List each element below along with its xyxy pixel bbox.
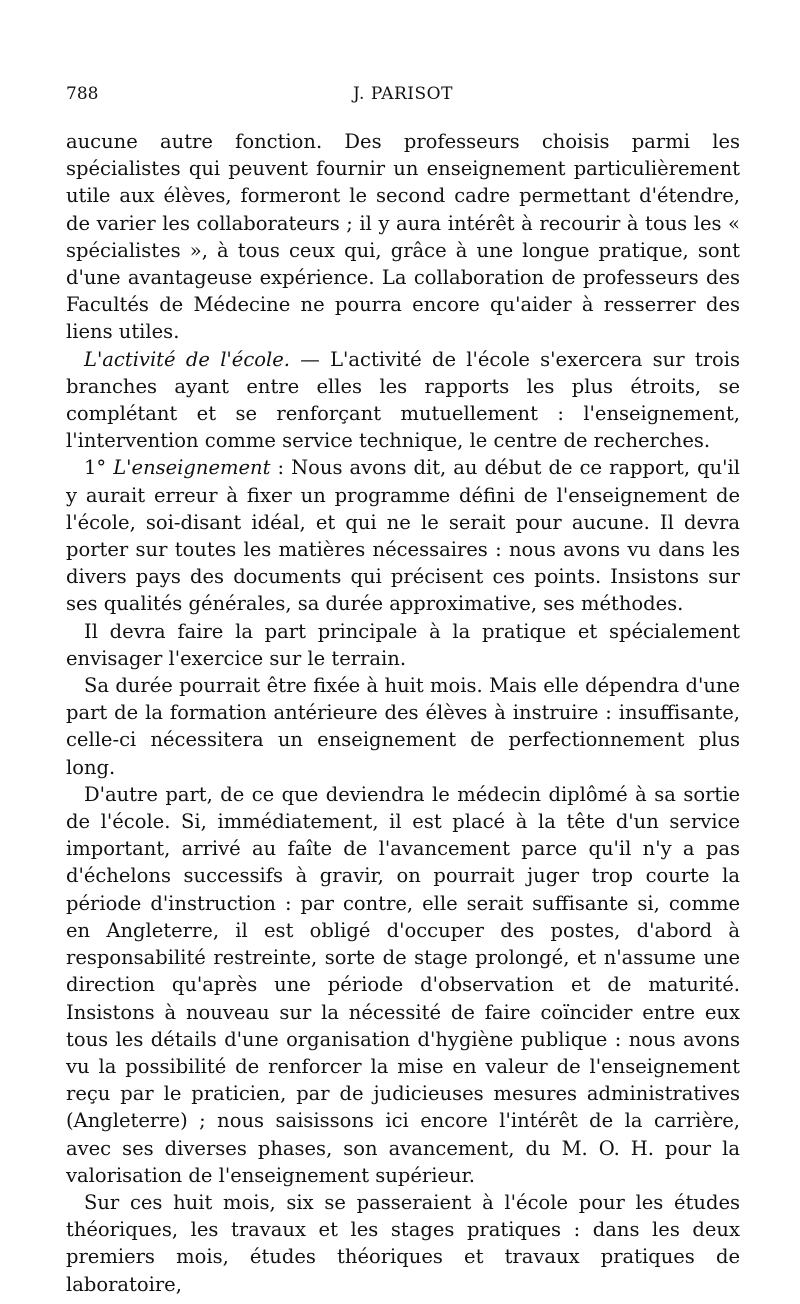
section-heading: L'activité de l'école. <box>84 347 290 371</box>
list-number: 1° <box>84 456 114 480</box>
paragraph-text: : Nous avons dit, au début de ce rapport, qu'il y aurait erreur à fixer un programme défini de l'enseignement de l'école, soi-disant idéal, et qui ne le serait pour aucune. Il devra porter sur toutes les matières nécessaires : nous avons vu dans les divers pays des documents qui précisent ces points. Insistons sur ses qualités générales, sa durée approximative, ses méthodes. <box>66 456 741 616</box>
paragraph <box>66 672 740 781</box>
running-head: J. PARISOT <box>353 84 453 104</box>
paragraph-text: Sur ces huit mois, six se passeraient à l'école pour les études théoriques, les travaux et les stages pratiques : dans les deux premiers mois, études théoriques et travaux pratiques de laboratoire, <box>66 1190 740 1296</box>
paragraph <box>66 618 740 672</box>
paragraph-text: aucune autre fonction. Des professeurs choisis parmi les spécialistes qui peuvent fournir un enseignement particulièrement utile aux élèves, formeront le second cadre permettant d'étendre, de varier les collaborateurs ; il y aura intérêt à recourir à tous les « spécialistes », à tous ceux qui, grâce à une longue pratique, sont d'une avantageuse expérience. La collaboration de professeurs des Facultés de Médecine ne pourra encore qu'aider à resserrer des liens utiles. <box>66 130 740 344</box>
paragraph <box>66 781 740 1189</box>
paragraph <box>66 346 740 455</box>
body-text <box>66 128 740 1298</box>
section-heading: L'enseignement <box>113 456 271 480</box>
paragraph-text: D'autre part, de ce que deviendra le médecin diplômé à sa sortie de l'école. Si, immédiatement, il est placé à la tête d'un service important, arrivé au faîte de l'avancement parce qu'il n'y a pas d'échelons successifs à gravir, on pourrait juger trop courte la période d'instruction : par contre, elle serait suffisante si, comme en Angleterre, il est obligé d'occuper des postes, d'abord à responsabilité restreinte, sorte de stage prolongé, et n'assume une direction qu'après une période d'observation et de maturité. Insistons à nouveau sur la nécessité de faire coïncider entre eux tous les détails d'une organisation d'hygiène publique : nous avons vu la possibilité de renforcer la mise en valeur de l'enseignement reçu par le praticien, par de judicieuses mesures administratives (Angleterre) ; nous saisissons ici encore l'intérêt de la carrière, avec ses diverses phases, son avancement, du M. O. H. pour la valorisation de l'enseignement supérieur. <box>66 782 740 1187</box>
paragraph-text: — L'activité de l'école s'exercera sur trois branches ayant entre elles les rapports les plus étroits, se complétant et se renforçant mutuellement : l'enseignement, l'intervention comme service technique, le centre de recherches. <box>66 347 740 453</box>
page-header <box>66 84 740 114</box>
page-number: 788 <box>66 84 99 104</box>
paragraph-text: Sa durée pourrait être fixée à huit mois. Mais elle dépendra d'une part de la formation antérieure des élèves à instruire : insuffisante, celle-ci nécessitera un enseignement de perfectionnement plus long. <box>66 674 740 779</box>
paragraph <box>66 128 740 346</box>
paragraph <box>66 1189 740 1298</box>
paragraph-text: Il devra faire la part principale à la pratique et spécialement envisager l'exercice sur le terrain. <box>66 619 740 670</box>
paragraph <box>66 454 740 617</box>
